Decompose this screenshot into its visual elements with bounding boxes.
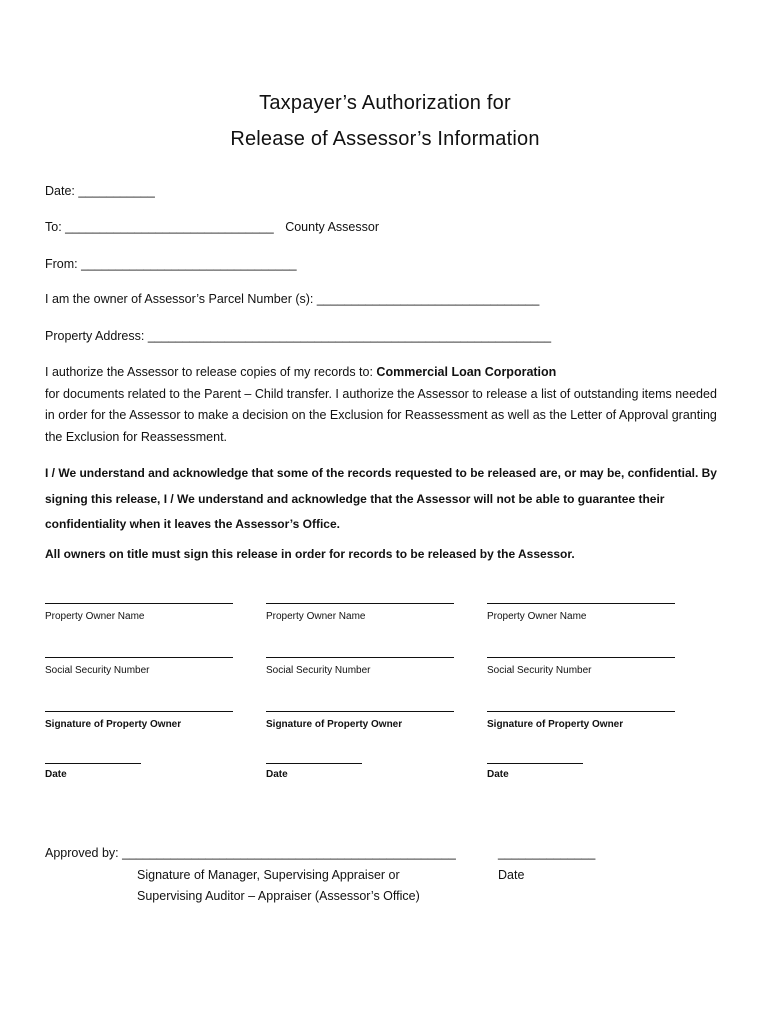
ssn-line-3[interactable] [487, 657, 675, 658]
authorized-recipient: Commercial Loan Corporation [376, 365, 557, 379]
owner-name-line-3[interactable] [487, 603, 675, 604]
date-line-3[interactable] [487, 763, 583, 764]
signature-label-3: Signature of Property Owner [487, 719, 624, 730]
date-line-2[interactable] [266, 763, 362, 764]
to-field[interactable] [45, 220, 379, 234]
approval-date-field[interactable]: ______________ [498, 846, 596, 860]
parcel-number-field[interactable]: I am the owner of Assessor’s Parcel Number (s): ________________________________ [45, 292, 540, 306]
acknowledgement-paragraph: I / We understand and acknowledge that some of the records requested to be released are, or may be, confidential. By signing this release, I / We understand and acknowledge that the Assessor will not be able to guarantee their confidentiality when it leaves the Assessor’s Office. [45, 466, 717, 531]
owner-name-label-1: Property Owner Name [45, 611, 145, 622]
approval-date-label: Date [498, 868, 525, 882]
approved-by-field[interactable]: Approved by: ________________________________________________ [45, 846, 456, 860]
signature-line-3[interactable] [487, 711, 675, 712]
date-line-1[interactable] [45, 763, 141, 764]
approver-title-line-2: Supervising Auditor – Appraiser (Assessor’s Office) [137, 889, 420, 903]
owner-name-line-1[interactable] [45, 603, 233, 604]
ssn-line-1[interactable] [45, 657, 233, 658]
ssn-line-2[interactable] [266, 657, 454, 658]
to-field-blank[interactable]: To: ______________________________ [45, 220, 274, 234]
date-field[interactable]: Date: ___________ [45, 184, 155, 198]
ssn-label-3: Social Security Number [487, 665, 592, 676]
form-title-line-1: Taxpayer’s Authorization for [259, 92, 511, 114]
from-field[interactable]: From: _______________________________ [45, 257, 297, 271]
signature-label-2: Signature of Property Owner [266, 719, 403, 730]
owner-name-label-3: Property Owner Name [487, 611, 587, 622]
approver-title-line-1: Signature of Manager, Supervising Appraiser or [137, 868, 400, 882]
ssn-label-1: Social Security Number [45, 665, 150, 676]
owner-name-label-2: Property Owner Name [266, 611, 366, 622]
date-label-1: Date [45, 769, 67, 780]
signature-label-1: Signature of Property Owner [45, 719, 182, 730]
authorization-lead: I authorize the Assessor to release copies of my records to: [45, 365, 377, 379]
ssn-label-2: Social Security Number [266, 665, 371, 676]
signature-line-1[interactable] [45, 711, 233, 712]
date-label-3: Date [487, 769, 509, 780]
owner-name-line-2[interactable] [266, 603, 454, 604]
authorization-paragraph [45, 362, 730, 448]
signature-line-2[interactable] [266, 711, 454, 712]
county-assessor-label: County Assessor [285, 220, 379, 234]
form-title-line-2: Release of Assessor’s Information [230, 128, 540, 150]
authorization-details: for documents related to the Parent – Child transfer. I authorize the Assessor to release a list of outstanding items needed in order for the Assessor to make a decision on the Exclusion for Reassessment as well as the Letter of Approval granting the Exclusion for Reassessment. [45, 386, 717, 444]
all-owners-notice: All owners on title must sign this release in order for records to be released by the Assessor. [45, 547, 575, 561]
date-label-2: Date [266, 769, 288, 780]
property-address-field[interactable]: Property Address: __________________________________________________________ [45, 329, 552, 343]
